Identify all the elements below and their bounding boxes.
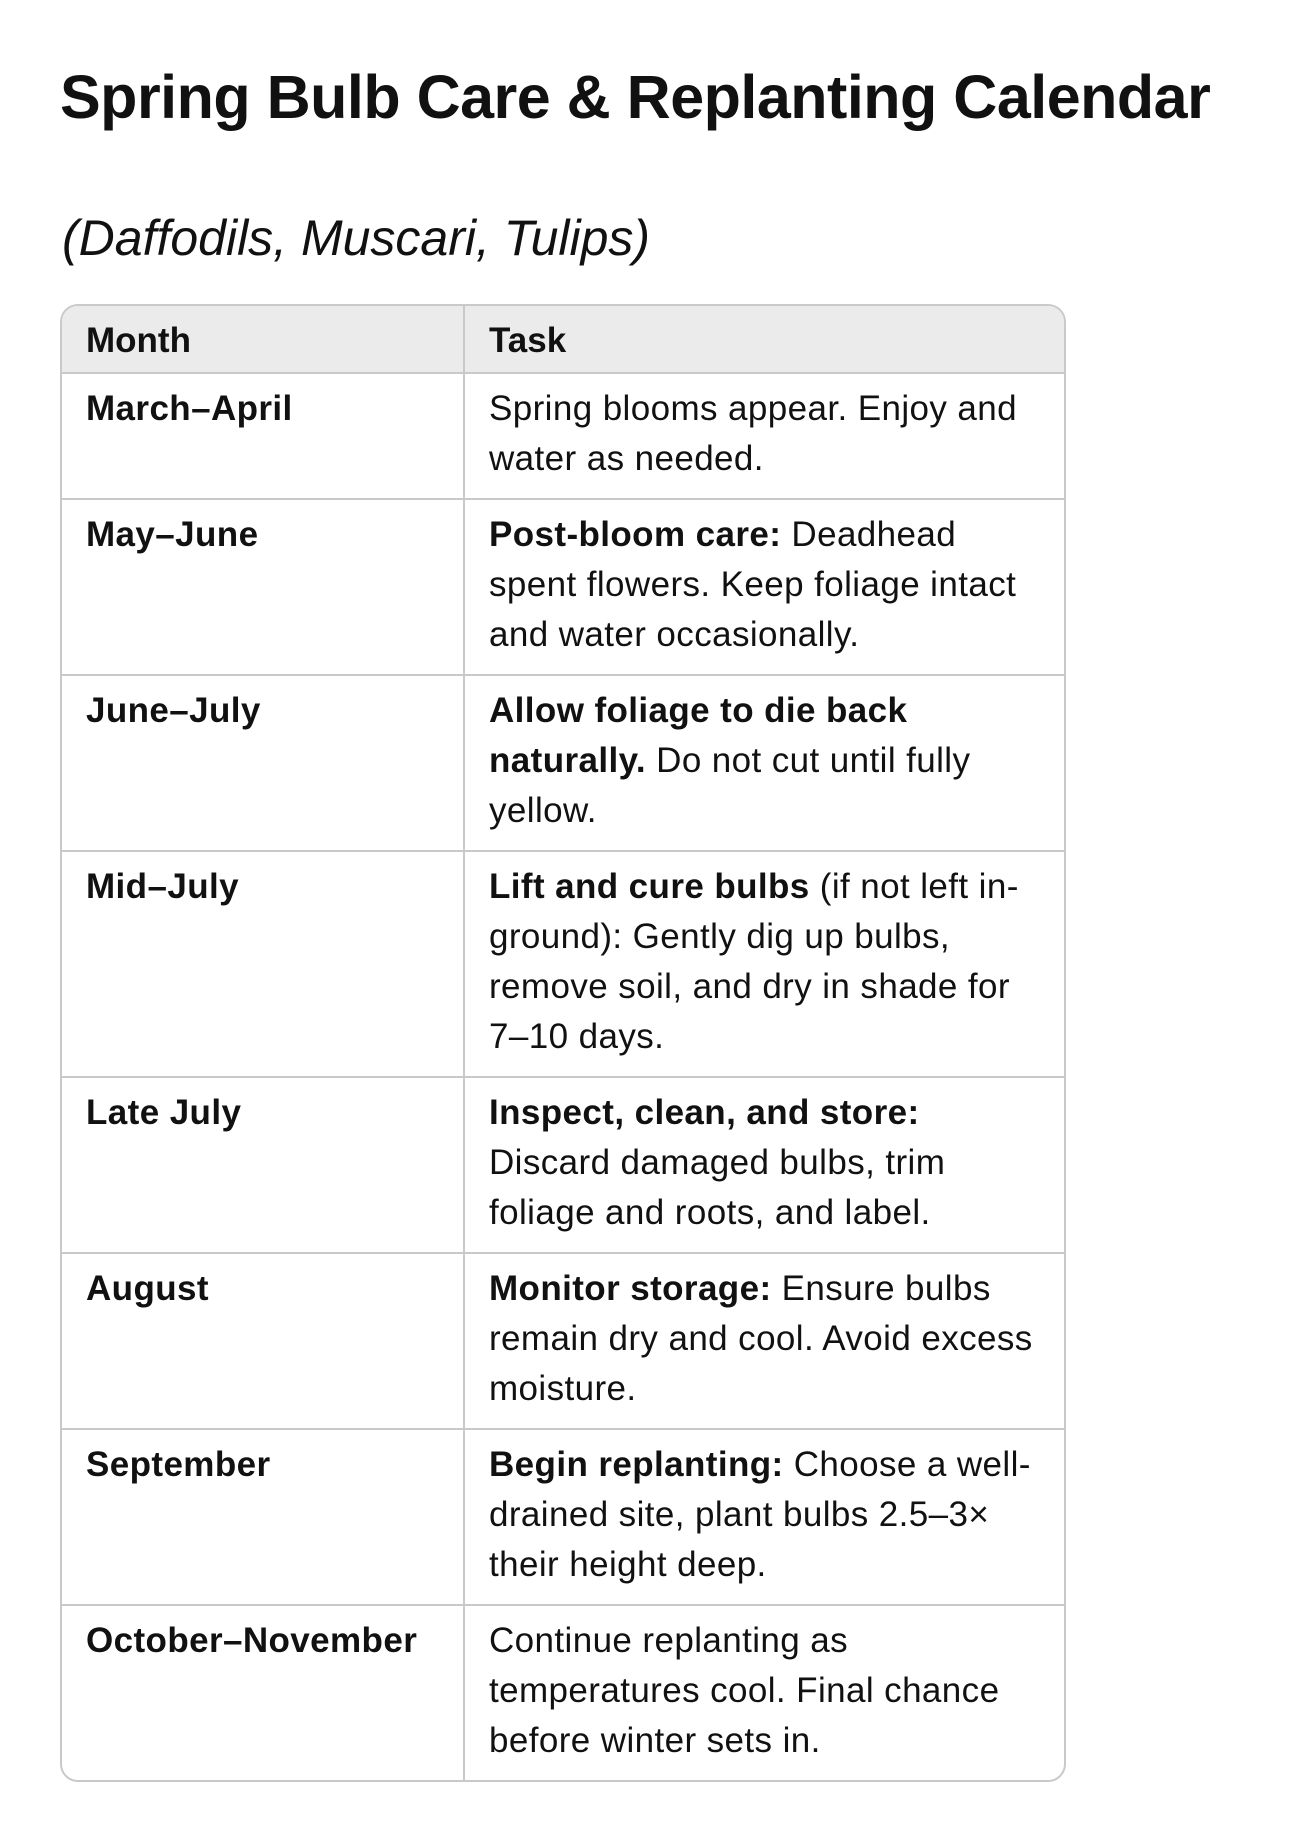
calendar-table: [60, 304, 1066, 1782]
table-row: [62, 675, 1064, 851]
month-cell: August: [62, 1253, 464, 1429]
task-text: Deadhead spent flowers. Keep foliage intact and water occasionally.: [489, 515, 1017, 654]
month-cell: October–November: [62, 1605, 464, 1780]
task-text: Choose a well-drained site, plant bulbs 2.5–3× their height deep.: [489, 1445, 1031, 1584]
month-cell: March–April: [62, 373, 464, 499]
table-header-row: [62, 306, 1064, 373]
task-emphasis: Lift and cure bulbs: [489, 867, 810, 906]
table-row: [62, 373, 1064, 499]
task-cell: [464, 1605, 1064, 1780]
task-emphasis: Post-bloom care:: [489, 515, 782, 554]
table-row: [62, 499, 1064, 675]
task-cell: [464, 1077, 1064, 1253]
month-cell: June–July: [62, 675, 464, 851]
task-emphasis: Inspect, clean, and store:: [489, 1093, 920, 1132]
task-text: Do not cut until fully yellow.: [489, 741, 971, 830]
task-cell: [464, 499, 1064, 675]
task-emphasis: Monitor storage:: [489, 1269, 772, 1308]
task-text: Discard damaged bulbs, trim foliage and roots, and label.: [489, 1143, 946, 1232]
task-cell: [464, 1429, 1064, 1605]
page-subtitle: (Daffodils, Muscari, Tulips): [62, 210, 651, 266]
month-cell: September: [62, 1429, 464, 1605]
task-text: (if not left in-ground): Gently dig up bulbs, remove soil, and dry in shade for 7–10 days.: [489, 867, 1019, 1056]
task-text: Continue replanting as temperatures cool. Final chance before winter sets in.: [489, 1621, 1000, 1760]
column-header-month: Month: [62, 306, 464, 373]
task-cell: [464, 675, 1064, 851]
task-cell: [464, 851, 1064, 1077]
task-emphasis: Allow foliage to die back naturally.: [489, 691, 908, 780]
table-row: [62, 1077, 1064, 1253]
task-cell: [464, 1253, 1064, 1429]
month-cell: May–June: [62, 499, 464, 675]
page-title: Spring Bulb Care & Replanting Calendar: [60, 63, 1211, 131]
task-text: Spring blooms appear. Enjoy and water as needed.: [489, 389, 1018, 478]
month-cell: Mid–July: [62, 851, 464, 1077]
table-row: [62, 1429, 1064, 1605]
task-emphasis: Begin replanting:: [489, 1445, 784, 1484]
task-text: Ensure bulbs remain dry and cool. Avoid excess moisture.: [489, 1269, 1033, 1408]
table-row: [62, 1605, 1064, 1780]
table-row: [62, 1253, 1064, 1429]
column-header-task: Task: [464, 306, 1064, 373]
table-row: [62, 851, 1064, 1077]
task-cell: [464, 373, 1064, 499]
month-cell: Late July: [62, 1077, 464, 1253]
